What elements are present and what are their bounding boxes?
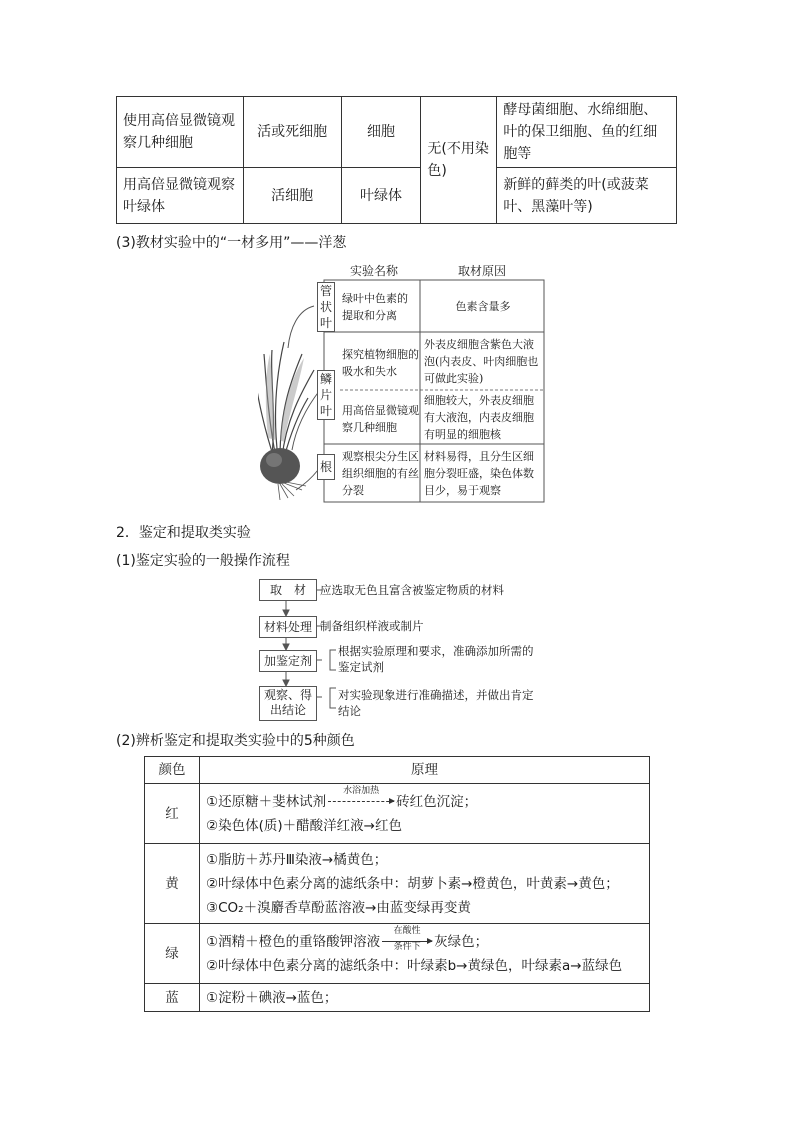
column-header: 取材原因 (458, 264, 507, 278)
experiment-name: 用高倍显微镜观察几种细胞 (342, 404, 419, 434)
color-name: 蓝 (145, 984, 200, 1012)
principle-cell (200, 784, 650, 844)
group-label-scale-leaf: 鳞片叶 (317, 370, 335, 420)
arrow-icon (328, 801, 394, 802)
principle-text: ①酒精＋橙色的重铬酸钾溶液 (206, 933, 381, 950)
principle-text: 灰绿色； (434, 933, 489, 950)
color-table (144, 756, 650, 1012)
color-name: 绿 (145, 924, 200, 984)
color-name: 红 (145, 784, 200, 844)
section-2-2-title: (2)辨析鉴定和提取类实验中的5种颜色 (116, 733, 355, 749)
flow-step-note: 对实验现象进行准确描述，并做出肯定结论 (338, 688, 534, 718)
experiment-name: 使用高倍显微镜观察几种细胞 (117, 97, 244, 168)
column-header: 原理 (200, 757, 650, 784)
material-reason: 色素含量多 (455, 300, 511, 313)
table-header-row (145, 757, 650, 784)
observe-target: 叶绿体 (341, 168, 421, 224)
stain-requirement: 无(不用染色) (421, 97, 497, 224)
section-3-title: (3)教材实验中的“一材多用”——洋葱 (116, 235, 347, 251)
reaction-condition-arrow (328, 785, 394, 810)
reaction-condition-arrow (382, 925, 432, 952)
principle-text: ①还原糖＋斐林试剂 (206, 793, 327, 810)
principle-line: ②染色体(质)＋醋酸洋红液→红色 (206, 817, 402, 834)
experiment-name: 观察根尖分生区组织细胞的有丝分裂 (342, 450, 419, 497)
experiment-name: 探究植物细胞的吸水和失水 (342, 348, 419, 378)
cell-state: 活或死细胞 (243, 97, 341, 168)
material: 酵母菌细胞、水绵细胞、叶的保卫细胞、鱼的红细胞等 (497, 97, 677, 168)
material: 新鲜的藓类的叶(或菠菜叶、黑藻叶等) (497, 168, 677, 224)
group-label-tubular-leaf: 管状叶 (317, 282, 335, 332)
principle-text: 砖红色沉淀； (396, 793, 478, 810)
experiment-name: 用高倍显微镜观察叶绿体 (117, 168, 244, 224)
principle-line: ①淀粉＋碘液→蓝色； (206, 989, 338, 1006)
principle-line: ③CO₂＋溴麝香草酚蓝溶液→由蓝变绿再变黄 (206, 899, 471, 916)
material-reason: 细胞较大，外表皮细胞有大液泡，内表皮细胞有明显的细胞核 (424, 394, 534, 441)
section-2-1-title: (1)鉴定实验的一般操作流程 (116, 553, 290, 569)
flow-step-process-material: 材料处理 (259, 616, 317, 638)
section-2-title: 2．鉴定和提取类实验 (116, 525, 251, 541)
principle-cell (200, 844, 650, 924)
observe-target: 细胞 (341, 97, 421, 168)
cell-state: 活细胞 (243, 168, 341, 224)
condition-top: 水浴加热 (343, 785, 380, 796)
group-label-root: 根 (317, 454, 335, 480)
table-row (117, 168, 677, 224)
flow-step-note: 应选取无色且富含被鉴定物质的材料 (320, 583, 504, 597)
table-row (145, 784, 650, 844)
column-header: 颜色 (145, 757, 200, 784)
table-row (145, 984, 650, 1012)
principle-cell (200, 984, 650, 1012)
principle-line (206, 925, 643, 954)
principle-line: ①脂肪＋苏丹Ⅲ染液→橘黄色； (206, 851, 388, 868)
flow-step-take-material: 取 材 (259, 579, 317, 601)
condition-top: 在酸性 (393, 925, 421, 936)
principle-line: ②叶绿体中色素分离的滤纸条中：胡萝卜素→橙黄色，叶黄素→黄色； (206, 875, 619, 892)
table-row (117, 97, 677, 168)
color-name: 黄 (145, 844, 200, 924)
table-row (145, 844, 650, 924)
principle-line (206, 785, 643, 814)
onion-diagram (258, 258, 548, 504)
principle-line: ②叶绿体中色素分离的滤纸条中：叶绿素b→黄绿色，叶绿素a→蓝绿色 (206, 957, 623, 974)
table-row (145, 924, 650, 984)
experiment-name: 绿叶中色素的提取和分离 (342, 292, 408, 322)
flow-step-note: 制备组织样液或制片 (320, 619, 424, 633)
experiment-table (116, 96, 677, 224)
material-reason: 外表皮细胞含紫色大液泡(内表皮、叶肉细胞也可做此实验) (424, 338, 539, 385)
flow-step-observe: 观察、得出结论 (259, 686, 317, 721)
flow-step-note: 根据实验原理和要求，准确添加所需的鉴定试剂 (338, 644, 534, 674)
flow-step-add-reagent: 加鉴定剂 (259, 650, 317, 672)
condition-bottom: 条件下 (393, 941, 421, 952)
principle-cell (200, 924, 650, 984)
material-reason: 材料易得，且分生区细胞分裂旺盛，染色体数目少，易于观察 (424, 450, 534, 497)
column-header: 实验名称 (350, 264, 399, 278)
